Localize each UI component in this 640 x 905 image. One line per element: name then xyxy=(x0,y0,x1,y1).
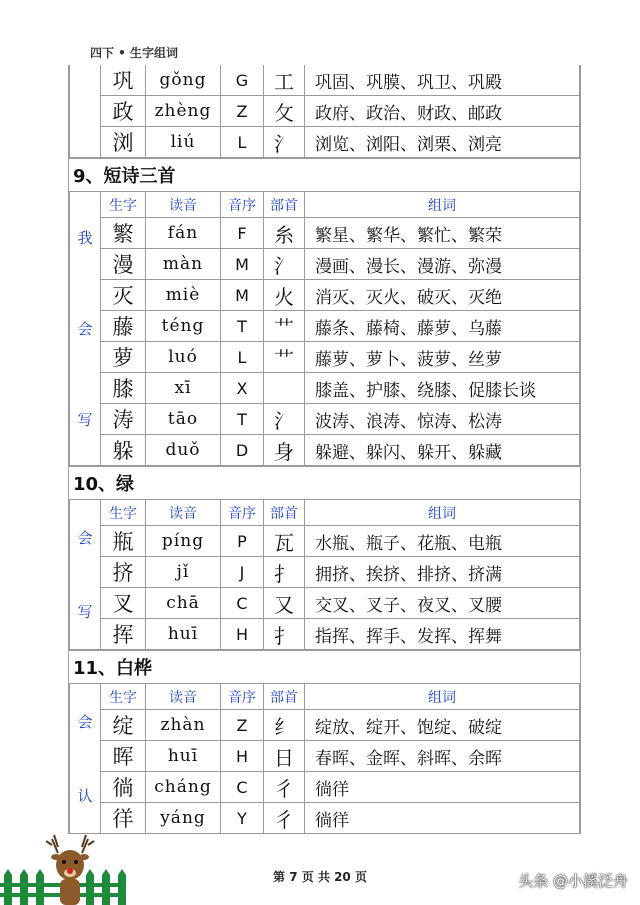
page-number: 第 7 页 共 20 页 xyxy=(273,870,367,884)
table-row xyxy=(70,218,580,249)
pinyin-cell: duǒ xyxy=(146,435,221,466)
words-cell: 徜徉 xyxy=(305,803,580,834)
order-cell: F xyxy=(221,218,264,249)
side-label-cell xyxy=(70,500,101,650)
words-cell: 巩固、巩膜、巩卫、巩殿 xyxy=(305,65,580,96)
column-header-radical: 部首 xyxy=(264,684,305,710)
words-cell: 繁星、繁华、繁忙、繁荣 xyxy=(305,218,580,249)
pinyin-cell: liú xyxy=(146,127,221,158)
table-row xyxy=(70,710,580,741)
column-header-char: 生字 xyxy=(101,192,146,218)
radical-cell: 艹 xyxy=(264,311,305,342)
column-header-pinyin: 读音 xyxy=(146,500,221,526)
char-cell: 藤 xyxy=(101,311,146,342)
table-row xyxy=(70,249,580,280)
pinyin-cell: fán xyxy=(146,218,221,249)
char-cell: 灭 xyxy=(101,280,146,311)
char-cell: 瓶 xyxy=(101,526,146,557)
document-header: 四下 • 生字组词 xyxy=(90,46,179,60)
table-row xyxy=(70,65,580,96)
column-header-words: 组词 xyxy=(305,684,580,710)
char-cell: 徉 xyxy=(101,803,146,834)
radical-cell: 氵 xyxy=(264,404,305,435)
radical-cell: 氵 xyxy=(264,127,305,158)
pinyin-cell: gǒng xyxy=(146,65,221,96)
order-cell: X xyxy=(221,373,264,404)
section-title: 10、绿 xyxy=(69,466,580,500)
radical-cell xyxy=(264,373,305,404)
pinyin-cell: zhàn xyxy=(146,710,221,741)
table-header-row xyxy=(70,500,580,526)
side-label-char: 认 xyxy=(77,787,93,806)
watermark-text: 头条 @小溪泛舟 xyxy=(518,872,628,890)
words-cell: 交叉、叉子、夜叉、叉腰 xyxy=(305,588,580,619)
order-cell: C xyxy=(221,772,264,803)
column-header-char: 生字 xyxy=(101,684,146,710)
char-cell: 晖 xyxy=(101,741,146,772)
char-cell: 漫 xyxy=(101,249,146,280)
side-label-char: 会 xyxy=(77,528,93,547)
pinyin-cell: huī xyxy=(146,741,221,772)
char-cell: 膝 xyxy=(101,373,146,404)
words-cell: 政府、政治、财政、邮政 xyxy=(305,96,580,127)
pinyin-cell: píng xyxy=(146,526,221,557)
table-header-row xyxy=(70,192,580,218)
words-cell: 指挥、挥手、发挥、挥舞 xyxy=(305,619,580,650)
order-cell: D xyxy=(221,435,264,466)
side-label-char: 写 xyxy=(77,603,93,622)
words-cell: 徜徉 xyxy=(305,772,580,803)
radical-cell: 瓦 xyxy=(264,526,305,557)
side-label-char: 我 xyxy=(77,229,93,247)
char-cell: 政 xyxy=(101,96,146,127)
pinyin-cell: màn xyxy=(146,249,221,280)
char-cell: 浏 xyxy=(101,127,146,158)
words-cell: 绽放、绽开、饱绽、破绽 xyxy=(305,710,580,741)
side-label-char: 写 xyxy=(77,411,93,429)
side-label-char: 会 xyxy=(77,320,93,338)
words-cell: 水瓶、瓶子、花瓶、电瓶 xyxy=(305,526,580,557)
order-cell: L xyxy=(221,342,264,373)
pinyin-cell: téng xyxy=(146,311,221,342)
table-row xyxy=(70,588,580,619)
words-cell: 藤条、藤椅、藤萝、乌藤 xyxy=(305,311,580,342)
order-cell: P xyxy=(221,526,264,557)
table-row xyxy=(70,619,580,650)
table-row xyxy=(70,526,580,557)
words-cell: 漫画、漫长、漫游、弥漫 xyxy=(305,249,580,280)
radical-cell: 彳 xyxy=(264,772,305,803)
radical-cell: 日 xyxy=(264,741,305,772)
words-cell: 浏览、浏阳、浏栗、浏亮 xyxy=(305,127,580,158)
pinyin-cell: huī xyxy=(146,619,221,650)
order-cell: C xyxy=(221,588,264,619)
radical-cell: 氵 xyxy=(264,249,305,280)
table-row xyxy=(70,342,580,373)
order-cell: G xyxy=(221,65,264,96)
table-row xyxy=(70,311,580,342)
side-label-cell xyxy=(70,684,101,834)
radical-cell: 扌 xyxy=(264,619,305,650)
order-cell: L xyxy=(221,127,264,158)
order-cell: H xyxy=(221,619,264,650)
column-header-char: 生字 xyxy=(101,500,146,526)
char-cell: 涛 xyxy=(101,404,146,435)
column-header-order: 音序 xyxy=(221,684,264,710)
table-row xyxy=(70,741,580,772)
char-cell: 萝 xyxy=(101,342,146,373)
continued-table xyxy=(69,65,580,158)
section-title: 11、白桦 xyxy=(69,650,580,684)
pinyin-cell: yáng xyxy=(146,803,221,834)
radical-cell: 攵 xyxy=(264,96,305,127)
table-row xyxy=(70,772,580,803)
words-cell: 拥挤、挨挤、排挤、挤满 xyxy=(305,557,580,588)
pinyin-cell: miè xyxy=(146,280,221,311)
pinyin-cell: cháng xyxy=(146,772,221,803)
order-cell: Z xyxy=(221,710,264,741)
radical-cell: 糸 xyxy=(264,218,305,249)
radical-cell: 彳 xyxy=(264,803,305,834)
char-cell: 繁 xyxy=(101,218,146,249)
order-cell: M xyxy=(221,249,264,280)
pinyin-cell: chā xyxy=(146,588,221,619)
column-header-words: 组词 xyxy=(305,500,580,526)
pinyin-cell: zhèng xyxy=(146,96,221,127)
table-row xyxy=(70,127,580,158)
radical-cell: 身 xyxy=(264,435,305,466)
words-cell: 藤萝、萝卜、菠萝、丝萝 xyxy=(305,342,580,373)
table-row xyxy=(70,557,580,588)
side-label-char: 会 xyxy=(77,712,93,731)
table-row xyxy=(70,96,580,127)
column-header-order: 音序 xyxy=(221,500,264,526)
section-table xyxy=(69,500,580,650)
char-cell: 挤 xyxy=(101,557,146,588)
pinyin-cell: jǐ xyxy=(146,557,221,588)
words-cell: 春晖、金晖、斜晖、余晖 xyxy=(305,741,580,772)
table-row xyxy=(70,373,580,404)
order-cell: T xyxy=(221,404,264,435)
radical-cell: 扌 xyxy=(264,557,305,588)
order-cell: Y xyxy=(221,803,264,834)
words-cell: 躲避、躲闪、躲开、躲藏 xyxy=(305,435,580,466)
char-cell: 躲 xyxy=(101,435,146,466)
table-header-row xyxy=(70,684,580,710)
column-header-pinyin: 读音 xyxy=(146,192,221,218)
words-cell: 消灭、灭火、破灭、灭绝 xyxy=(305,280,580,311)
vocab-sheet xyxy=(68,65,581,834)
order-cell: T xyxy=(221,311,264,342)
section-title: 9、短诗三首 xyxy=(69,158,580,192)
pinyin-cell: xī xyxy=(146,373,221,404)
side-label-cell xyxy=(70,192,101,466)
pinyin-cell: tāo xyxy=(146,404,221,435)
radical-cell: 又 xyxy=(264,588,305,619)
char-cell: 叉 xyxy=(101,588,146,619)
radical-cell: 火 xyxy=(264,280,305,311)
side-label-cell xyxy=(70,65,101,158)
radical-cell: 工 xyxy=(264,65,305,96)
table-row xyxy=(70,435,580,466)
section-table xyxy=(69,192,580,466)
table-row xyxy=(70,280,580,311)
footer-fence-decoration xyxy=(0,825,640,905)
column-header-pinyin: 读音 xyxy=(146,684,221,710)
column-header-words: 组词 xyxy=(305,192,580,218)
table-row xyxy=(70,404,580,435)
words-cell: 膝盖、护膝、绕膝、促膝长谈 xyxy=(305,373,580,404)
radical-cell: 艹 xyxy=(264,342,305,373)
words-cell: 波涛、浪涛、惊涛、松涛 xyxy=(305,404,580,435)
column-header-order: 音序 xyxy=(221,192,264,218)
pinyin-cell: luó xyxy=(146,342,221,373)
section-table xyxy=(69,684,580,834)
column-header-radical: 部首 xyxy=(264,192,305,218)
char-cell: 绽 xyxy=(101,710,146,741)
char-cell: 挥 xyxy=(101,619,146,650)
order-cell: J xyxy=(221,557,264,588)
column-header-radical: 部首 xyxy=(264,500,305,526)
order-cell: H xyxy=(221,741,264,772)
char-cell: 巩 xyxy=(101,65,146,96)
order-cell: M xyxy=(221,280,264,311)
radical-cell: 纟 xyxy=(264,710,305,741)
char-cell: 徜 xyxy=(101,772,146,803)
order-cell: Z xyxy=(221,96,264,127)
